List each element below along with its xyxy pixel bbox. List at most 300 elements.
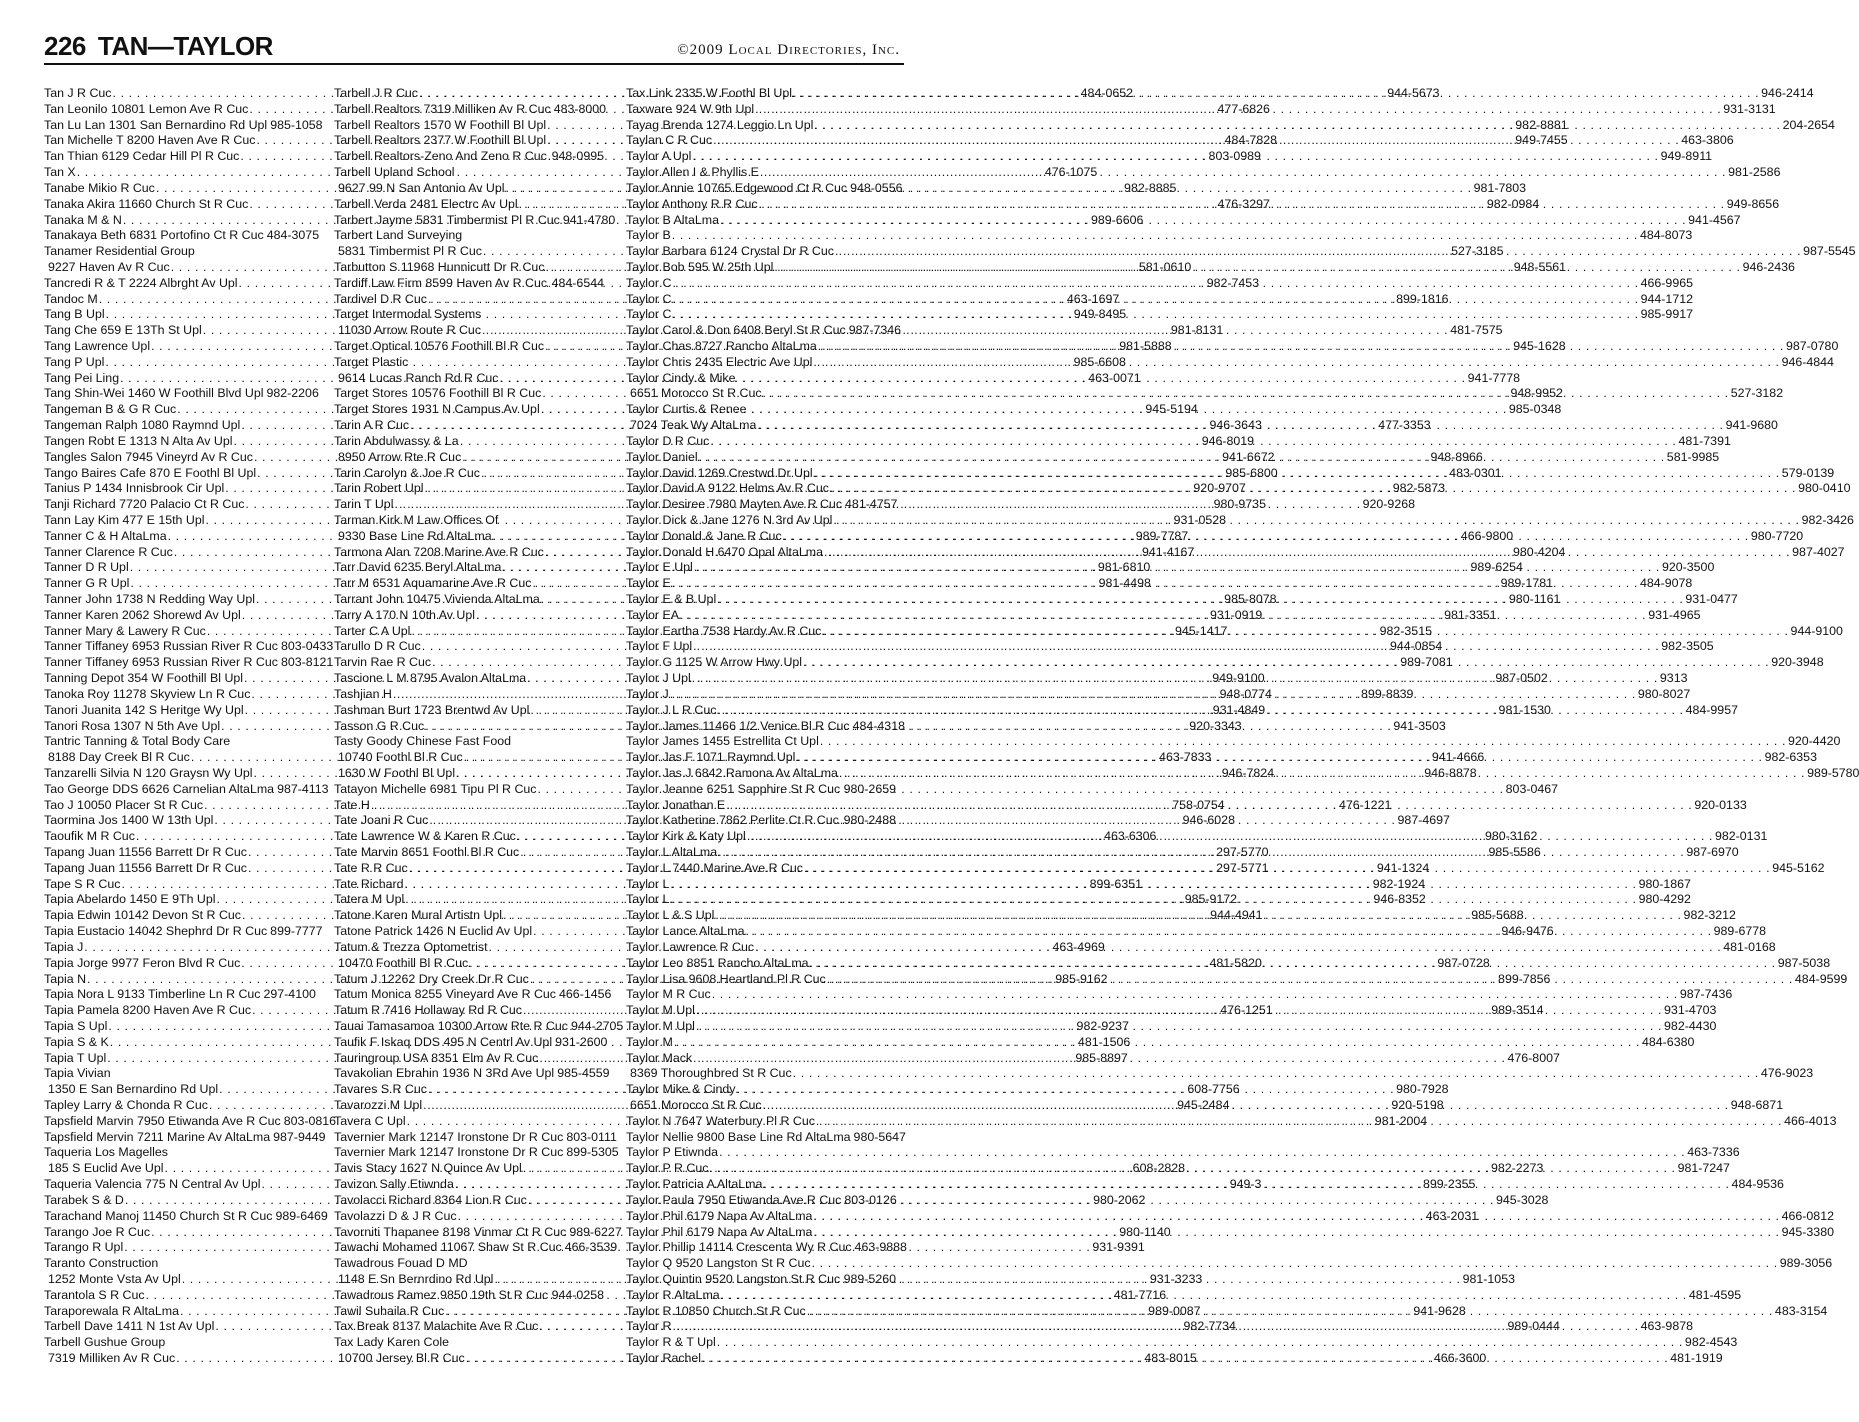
listing-phone: 920-4420 — [1788, 734, 1841, 749]
listing-name: Taylor Mack — [626, 1050, 693, 1065]
listing-phone: 608-2828 — [1132, 1161, 1186, 1176]
listing-entry — [334, 101, 607, 118]
dot-leader — [760, 165, 1726, 181]
listing-phone: 982-7453 — [1206, 275, 1260, 290]
listing-name: Taylor M — [626, 1034, 673, 1049]
listing-phone: 944-0854 — [1389, 639, 1443, 654]
dot-leader — [720, 213, 1686, 229]
page-number: 226 — [44, 31, 86, 61]
listing-phone: 527-3185 — [1451, 244, 1504, 259]
listing-phone: 985-5586 — [1488, 845, 1541, 859]
listing-name: Tarrant John 10475 Vivienda AltaLma — [334, 592, 540, 606]
listing-name: Taylor EA — [626, 607, 680, 622]
listing-name: Tavernier Mark 12147 Ironstone Dr R Cuc — [334, 1145, 564, 1160]
listing-name: Taylor Phil 6179 Napa Av AltaLma — [626, 1224, 813, 1239]
listing-phone: 931-2600 — [555, 1034, 608, 1049]
listing-phone: 987-5545 — [1803, 244, 1856, 259]
listing-phone: 980-7720 — [1750, 528, 1804, 543]
listing-entry — [44, 734, 314, 750]
listing-phone: 941-6672 — [1222, 449, 1275, 464]
listing-name: Taylor Chas 8727 Rancho AltaLma — [626, 339, 817, 353]
listing-entry — [44, 386, 319, 402]
dot-leader — [745, 924, 1711, 940]
listing-phone: 982-3212 — [1683, 908, 1736, 923]
listing-name: Tauai Tamasamoa 10300 Arrow Rte R Cuc — [334, 1018, 568, 1033]
listing-name: Taylor Chris 2435 Electric Ave Upl — [626, 354, 813, 369]
listing-entry — [44, 1129, 326, 1146]
listing-phone: 476-3297 — [1217, 196, 1270, 211]
listing-address: 8950 Arrow Rte R Cuc — [338, 449, 462, 464]
listing-phone: 982-3426 — [1801, 512, 1854, 527]
listing-name: Tanning Depot 354 W Foothill Bl Upl — [44, 671, 244, 686]
listing-phone: 982-6353 — [1764, 750, 1817, 765]
listing-phone: 989-7081 — [1400, 655, 1453, 670]
listing-name: Tavernier Mark 12147 Ironstone Dr R Cuc — [334, 1129, 564, 1144]
listing-phone: 803-0989 — [1208, 149, 1261, 164]
listing-phone: 982-8881 — [1515, 117, 1568, 132]
listing-phone: 931-4849 — [1212, 702, 1266, 717]
listing-name: Taxware 924 W 9th Upl — [626, 101, 755, 116]
listing-phone: 989-6254 — [1470, 560, 1523, 575]
listing-name: Tasty Goody Chinese Fast Food — [334, 734, 511, 749]
dot-leader — [696, 1003, 1662, 1019]
listing-phone: 477-6826 — [1217, 101, 1270, 116]
listing-address: 8188 Day Creek Bl R Cuc — [48, 750, 190, 765]
listing-name: Taylor Cindy & Mike — [626, 370, 736, 385]
listing-phone: 484-8073 — [1639, 228, 1693, 243]
listing-name: Taylor Lance AltaLma — [626, 924, 745, 939]
listing-name: Tangen Robt E 1313 N Alta Av Upl — [44, 433, 233, 448]
dot-leader — [835, 244, 1801, 260]
listing-name: Tancredi R & T 2224 Albrght Av Upl — [44, 275, 238, 290]
listing-phone: 949-3 — [1229, 1177, 1262, 1192]
listing-name: Taylor P R Cuc — [626, 1161, 709, 1176]
listing-name: Tang P Upl — [44, 354, 105, 369]
listing-name: Tanner Tiffaney 6953 Russian River R Cuc — [44, 655, 278, 670]
listing-name: Tarbert Land Surveying — [334, 228, 463, 243]
listing-phone: 946-2414 — [1761, 86, 1814, 100]
listing-name: Tarabek S & D — [44, 1192, 124, 1207]
listing-phone: 476-9023 — [1760, 1066, 1814, 1081]
listing-name: Tatone Patrick 1426 N Euclid Av Upl — [334, 924, 533, 939]
listing-name: Tarr M 6531 Aquamarine Ave R Cuc — [334, 576, 532, 591]
listing-phone: 946-8352 — [1373, 892, 1426, 907]
listing-name: Taufik F Iskaq DDS 495 N Centrl Av Upl — [334, 1034, 553, 1049]
page-header — [44, 30, 900, 62]
listing-name: Tang Shin-Wei 1460 W Foothill Blvd Upl — [44, 386, 264, 401]
dot-leader — [699, 450, 1665, 466]
listing-phone: 982-2273 — [1490, 1161, 1544, 1176]
dot-leader — [796, 750, 1762, 766]
listing-entry — [334, 1335, 604, 1351]
listing-name: Tape S R Cuc — [44, 876, 121, 891]
listing-name: Tarbell Realtors 1570 W Foothill Bl Upl — [334, 117, 547, 132]
listing-entry — [334, 1288, 604, 1304]
listing-name: Tax Link 2335 W Foothl Bl Upl — [626, 86, 792, 100]
listing-name: Taylor James 11466 1/2 Venice Bl R Cuc — [626, 718, 850, 733]
listing-phone: 989-5260 — [843, 1271, 896, 1286]
listing-name: Tarin Carolyn & Joe R Cuc — [334, 465, 480, 480]
listing-phone: 463-7833 — [1159, 750, 1212, 765]
listing-name: Tate H — [334, 797, 370, 812]
listing-phone: 989-6606 — [1091, 212, 1144, 227]
dot-leader — [839, 766, 1805, 782]
copyright-notice: ©2009 Local Directories, Inc. — [677, 42, 900, 58]
dot-leader — [822, 624, 1788, 640]
listing-entry — [626, 1193, 896, 1209]
dot-leader — [755, 940, 1721, 956]
listing-phone: 476-1221 — [1338, 797, 1392, 812]
listing-name: Tanaka Akira 11660 Church St R Cuc — [44, 196, 249, 211]
listing-name: Tantric Tanning & Total Body Care — [44, 734, 231, 749]
listing-name: Tapia Abelardo 1450 E 9Th Upl — [44, 892, 216, 907]
listing-name: Taylor Nellie 9800 Base Line Rd AltaLma — [626, 1129, 851, 1144]
listing-phone: 945-3380 — [1781, 1224, 1834, 1239]
listing-phone: 989-6469 — [275, 1208, 328, 1223]
listing-name: Target Intermodal Systems — [334, 307, 482, 322]
listing-phone: 982-0131 — [1714, 829, 1768, 844]
listing-phone: 484-9599 — [1794, 971, 1848, 986]
listing-phone: 803-0467 — [1505, 781, 1559, 796]
listing-name: Tatayon Michelle 6981 Tipu Pl R Cuc — [334, 781, 537, 796]
dot-leader — [804, 861, 1770, 877]
listing-name: Tarr David 6235 Beryl AltaLma — [334, 560, 502, 575]
dot-leader — [428, 1082, 1394, 1098]
listing-name: Tanner D R Upl — [44, 560, 129, 575]
listing-name: Taylor Donald H 6470 Opal AltaLma — [626, 544, 823, 559]
listing-address: 10700 Jersey Bl R Cuc — [338, 1351, 465, 1365]
listing-phone: 946-8019 — [1201, 433, 1255, 448]
listing-phone: 946-7824 — [1221, 765, 1275, 780]
listing-name: Taylor Lawrence R Cuc — [626, 939, 755, 954]
listing-phone: 483-3154 — [1774, 1303, 1828, 1318]
listing-name: Tardivel D R Cuc — [334, 291, 427, 306]
listing-name: Tapia Pamela 8200 Haven Ave R Cuc — [44, 1003, 252, 1018]
listing-name: Tascione L M 8795 Avalon AltaLma — [334, 671, 527, 686]
listing-name: Taylor Patricia A AltaLma — [626, 1177, 763, 1192]
listing-name: Tan Thian 6129 Cedar Hill Pl R Cuc — [44, 149, 240, 164]
listing-phone: 946-2436 — [1742, 259, 1795, 274]
listing-phone: 980-1867 — [1638, 876, 1691, 891]
listing-name: Taylor J Upl — [626, 671, 691, 686]
listing-phone: 931-4703 — [1664, 1003, 1717, 1018]
listing-phone: 484-9957 — [1685, 702, 1738, 717]
listing-address: 1148 E Sn Bernrdino Rd Upl — [338, 1271, 494, 1286]
listing-name: Tapang Juan 11556 Barrett Dr R Cuc — [44, 845, 247, 859]
listing-phone: 987-6970 — [1686, 845, 1739, 859]
listing-phone: 758-0754 — [1172, 797, 1225, 812]
listing-name: Tanner G R Upl — [44, 576, 130, 591]
listing-phone: 949-8911 — [1660, 149, 1713, 164]
listing-entry — [334, 276, 604, 292]
listing-name: Tan J R Cuc — [44, 86, 112, 100]
listing-phone: 981-8131 — [1170, 323, 1224, 338]
listing-entry — [626, 1082, 896, 1098]
listing-phone: 466-9965 — [1640, 275, 1693, 290]
listing-name: Tann Lay Kim 477 E 15th Upl — [44, 512, 205, 527]
listing-phone: 920-3948 — [1771, 655, 1824, 670]
listing-name: Tax Break 8137 Malachite Ave R Cuc — [334, 1319, 539, 1334]
listing-entry — [626, 1256, 1833, 1272]
listing-phone: 948-6871 — [1730, 1098, 1784, 1112]
listing-phone: 481-7391 — [1678, 433, 1731, 448]
listing-phone: 989-6778 — [1713, 924, 1767, 939]
listing-address: 10740 Foothl Bl R Cuc — [338, 750, 463, 765]
listing-name: Tardiff Law Firm 8599 Haven Av R Cuc — [334, 275, 548, 290]
listing-address: 1350 E San Bernardino Rd Upl — [48, 1082, 219, 1097]
dot-leader — [670, 892, 1636, 908]
listing-phone: 920-0133 — [1694, 797, 1747, 812]
listing-name: Tarin A R Cuc — [334, 418, 410, 433]
listing-name: Taylan C R Cuc — [626, 133, 713, 148]
listing-entry — [44, 117, 323, 134]
listing-name: Tatone Karen Mural Artistn Upl — [334, 908, 503, 923]
listing-address: 1252 Monte Vsta Av Upl — [48, 1271, 181, 1286]
listing-name: Taylor R — [626, 1319, 672, 1334]
listing-phone: 987-4697 — [1397, 813, 1450, 828]
listing-name: Tate Joani R Cuc — [334, 813, 429, 828]
listing-phone: 989-3514 — [1491, 1003, 1544, 1018]
listing-entry — [334, 1066, 610, 1082]
listing-entry — [334, 1145, 619, 1161]
listing-name: Taylor G 1125 W Arrow Hwy Upl — [626, 655, 803, 670]
listing-name: Taylor R 10850 Church St R Cuc — [626, 1303, 806, 1318]
listing-name: Tarin T Upl — [334, 497, 394, 512]
listing-address: 9614 Lucas Ranch Rd R Cuc — [338, 370, 499, 385]
listing-phone: 982-4430 — [1664, 1018, 1717, 1033]
dot-leader — [719, 1145, 1685, 1161]
listing-phone: 483-8015 — [1144, 1351, 1197, 1365]
listing-phone: 980-9735 — [1213, 497, 1266, 512]
listing-name: Tatum J 12262 Dry Creek Dr R Cuc — [334, 971, 529, 986]
listing-address: 7024 Teak Wy AltaLma — [630, 418, 757, 433]
dot-leader — [717, 1335, 1683, 1351]
listing-phone: 987-0502 — [1495, 671, 1548, 686]
listing-phone: 608-7756 — [1187, 1082, 1240, 1097]
dot-leader — [717, 592, 1683, 608]
listing-phone: 980-1161 — [1508, 592, 1561, 606]
listing-name: Taylor E & B Upl — [626, 592, 717, 606]
listing-name: Taylor Q 9520 Langston St R Cuc — [626, 1256, 811, 1271]
dot-leader — [709, 1161, 1675, 1177]
listing-phone: 987-0728 — [1437, 955, 1490, 970]
listing-name: Tarango R Upl — [44, 1240, 124, 1255]
listing-name: Tarman Kirk M Law Offices Of — [334, 512, 499, 527]
listing-phone: 931-3131 — [1723, 101, 1776, 116]
listing-phone: 981-2004 — [1374, 1113, 1428, 1128]
listing-entry — [626, 180, 903, 197]
listing-phone: 484-4318 — [852, 718, 905, 733]
listing-name: Tapia T Upl — [44, 1050, 107, 1065]
listing-name: Target Optical 10576 Foothill Bl R Cuc — [334, 339, 545, 353]
listing-phone: 987-7436 — [1679, 987, 1733, 1002]
listing-phone: 484-9536 — [1731, 1177, 1784, 1192]
listing-name: Taranto Construction — [44, 1256, 159, 1271]
listing-phone: 987-4113 — [277, 781, 329, 796]
listing-phone: 946-8878 — [1424, 765, 1477, 780]
listing-phone: 463-1697 — [1066, 291, 1120, 306]
listing-phone: 803-0111 — [566, 1129, 617, 1144]
listing-name: Tavolazzi D & J R Cuc — [334, 1208, 457, 1223]
listing-name: Tatum R 7416 Hollaway Rd R Cuc — [334, 1003, 523, 1018]
listing-phone: 987-7346 — [848, 323, 902, 338]
listing-name: Taylor Phil 6179 Napa Av AltaLma — [626, 1208, 813, 1223]
listing-phone: 982-8885 — [1124, 180, 1177, 195]
listing-phone: 980-2659 — [843, 781, 896, 796]
listing-name: Tanori Juanita 142 S Heritge Wy Upl — [44, 702, 244, 717]
listing-phone: 476-1075 — [1044, 165, 1098, 180]
listing-phone: 980-3162 — [1484, 829, 1538, 844]
listing-name: Tan Michelle T 8200 Haven Ave R Cuc — [44, 133, 256, 148]
listing-phone: 803-0816 — [283, 1113, 337, 1128]
listing-name: Tapia Vivian — [44, 1066, 111, 1081]
listing-entry — [626, 323, 902, 339]
dot-leader — [692, 671, 1658, 687]
listing-entry — [626, 1240, 907, 1256]
listing-name: Tarin Robert Upl — [334, 481, 424, 496]
listing-name: Taylor C — [626, 307, 672, 322]
dot-leader — [814, 466, 1780, 482]
dot-leader — [717, 703, 1683, 719]
listing-name: Tan Leonilo 10801 Lemon Ave R Cuc — [44, 101, 249, 116]
listing-name: Tanaka M & N — [44, 212, 122, 227]
listing-phone: 948-5561 — [1513, 259, 1567, 274]
dot-leader — [670, 687, 1636, 703]
listing-name: Taylor C — [626, 275, 672, 290]
listing-entry — [626, 1145, 1740, 1161]
listing-phone: 944-5673 — [1387, 86, 1440, 100]
listing-phone: 946-6028 — [1182, 813, 1235, 828]
listing-name: Tavolacci Richard 8364 Lion R Cuc — [334, 1192, 527, 1207]
listing-phone: 980-4292 — [1638, 892, 1691, 907]
listing-name: Tangeman Ralph 1080 Raymnd Upl — [44, 418, 241, 433]
listing-phone: 989-5780 — [1807, 765, 1859, 780]
dot-leader — [813, 1225, 1779, 1241]
listing-entry — [626, 1335, 1738, 1351]
dot-leader — [830, 481, 1796, 497]
listing-phone: 484-6544 — [551, 275, 604, 290]
listing-name: Tangles Salon 7945 Vineyrd Av R Cuc — [44, 449, 253, 464]
page-heading — [44, 30, 273, 62]
listing-phone: 981-7247 — [1677, 1161, 1730, 1176]
listing-name: Tate R R Cuc — [334, 860, 408, 875]
listing-name: Tawachi Mohamed 11067 Shaw St R Cuc — [334, 1240, 562, 1255]
listing-name: Tavera C Upl — [334, 1113, 406, 1128]
listing-phone: 948-0556 — [850, 180, 903, 195]
listing-phone: 941-1324 — [1376, 860, 1430, 875]
listing-name: Taylor Allen I & Phyllis E — [626, 165, 759, 180]
listing-phone: 476-1251 — [1220, 1003, 1273, 1018]
listing-name: Tanji Richard 7720 Palacio Ct R Cuc — [44, 497, 245, 512]
listing-name: Tate Richard — [334, 876, 404, 891]
listing-phone: 484-9078 — [1639, 576, 1693, 591]
listing-name: Tavis Stacy 1627 N Quince Av Upl — [334, 1161, 522, 1176]
listing-phone: 803-0433 — [280, 639, 334, 654]
listing-name: Tavares S R Cuc — [334, 1082, 427, 1097]
listing-name: Tapia Edwin 10142 Devon St R Cuc — [44, 908, 241, 923]
listing-phone: 985-0348 — [1508, 402, 1562, 417]
listing-name: Taylor N 7647 Waterbury Pl R Cuc — [626, 1113, 815, 1128]
listing-phone: 481-5820 — [1209, 955, 1262, 970]
listing-entry — [44, 987, 314, 1003]
listing-name: Taylor Quintin 9520 Langston St R Cuc — [626, 1271, 841, 1286]
listing-phone: 980-2062 — [1093, 1192, 1146, 1207]
listing-phone: 989-0444 — [1507, 1319, 1560, 1334]
listing-name: Taylor Katherine 7862 Perlite Ct R Cuc — [626, 813, 839, 828]
listing-entry — [334, 149, 604, 165]
listing-phone: 466-4013 — [1784, 1113, 1837, 1128]
listing-phone: 803-0126 — [844, 1192, 897, 1207]
dot-leader — [818, 339, 1784, 355]
listing-phone: 989-0087 — [1148, 1303, 1201, 1318]
listing-phone: 944-1712 — [1640, 291, 1693, 306]
listing-name: Tang Lawrence Upl — [44, 339, 151, 353]
listing-phone: 982-7734 — [1183, 1319, 1236, 1334]
listing-name: Taylor P Etiwnda — [626, 1145, 719, 1160]
listing-name: Tapia Jorge 9977 Feron Blvd R Cuc — [44, 955, 241, 970]
listing-phone: 987-9449 — [273, 1129, 326, 1144]
listing-address: 10470 Foothill Bl R Cuc — [338, 955, 469, 970]
dot-leader — [718, 845, 1684, 861]
listing-entry — [626, 402, 896, 418]
listing-phone: 980-7928 — [1396, 1082, 1449, 1097]
listing-phone: 987-0780 — [1785, 339, 1839, 353]
listing-entry — [334, 1018, 624, 1035]
listing-name: Taqueria Valencia 775 N Central Av Upl — [44, 1177, 261, 1192]
listing-phone: 948-8966 — [1430, 449, 1483, 464]
listing-phone: 944-0258 — [551, 1287, 604, 1302]
listing-phone: 980-0410 — [1798, 481, 1851, 496]
listing-name: Taylor J L R Cuc — [626, 702, 717, 717]
listing-phone: 466-3539 — [564, 1240, 618, 1255]
listing-phone: 484-0652 — [1080, 86, 1134, 100]
listing-name: Tapia J — [44, 939, 84, 954]
listing-phone: 481-4757 — [845, 497, 898, 512]
header-rule — [44, 63, 904, 65]
listing-name: Taylor Annie 10765 Edgewood Ct R Cuc — [626, 180, 848, 195]
listing-phone: 981-5888 — [1119, 339, 1172, 353]
listing-name: Taylor J — [626, 686, 669, 701]
listing-name: Taylor B — [626, 228, 671, 243]
listing-phone: 931-0919 — [1209, 607, 1263, 622]
listing-name: Tatera M Upl — [334, 892, 405, 907]
dot-leader — [833, 513, 1799, 529]
listing-phone: 899-1816 — [1396, 291, 1449, 306]
dot-leader — [759, 197, 1725, 213]
listing-phone: 466-0812 — [1781, 1208, 1834, 1223]
listing-address: 5831 Timbermist Pl R Cuc — [338, 244, 482, 259]
listing-address: 9330 Base Line Rd AltaLma — [338, 528, 492, 543]
listing-phone: 581-0610 — [1138, 259, 1192, 274]
listing-entry — [334, 307, 604, 323]
listing-name: Taylor Dick & Jane 1276 N 3rd Av Upl — [626, 512, 833, 527]
listing-entry — [334, 734, 604, 750]
listing-phone: 989-3056 — [1779, 1256, 1833, 1271]
listing-phone: 481-4595 — [1688, 1287, 1742, 1302]
listing-name: Taylor M Upl — [626, 1018, 695, 1033]
listing-phone: 483-0301 — [1449, 465, 1502, 480]
listing-phone: 945-1417 — [1175, 623, 1228, 638]
listing-name: Taoufik M R Cuc — [44, 829, 135, 844]
listing-phone: 931-4965 — [1648, 607, 1701, 622]
listing-phone: 941-4666 — [1431, 750, 1485, 765]
listing-name: Tavorniti Thapanee 8198 Vinmar Ct R Cuc — [334, 1224, 567, 1239]
listing-phone: 931-0528 — [1173, 512, 1227, 527]
dot-leader — [674, 1035, 1640, 1051]
listing-name: Target Stores 10576 Foothill Bl R Cuc — [334, 386, 542, 401]
listing-name: Tapang Juan 11556 Barrett Dr R Cuc — [44, 860, 247, 875]
listing-phone: 920-3500 — [1661, 560, 1715, 575]
